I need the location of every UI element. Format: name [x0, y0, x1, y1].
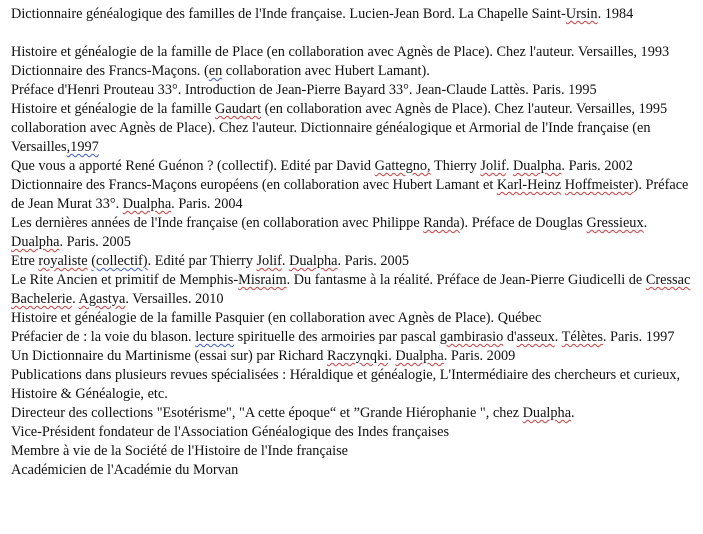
spelling-flagged-word[interactable]: Dualpha	[522, 405, 572, 421]
document-paragraph[interactable]: Le Rite Ancien et primitif de Memphis-Misraim. Du fantasme à la réalité. Préface de Jean-Pierre Giudicelli de Cressac Bachelerie. Agastya. Versailles. 2010	[11, 272, 691, 307]
grammar-flagged-word[interactable]: en	[208, 63, 223, 79]
spelling-flagged-word[interactable]: Karl-Heinz	[496, 177, 562, 193]
document-paragraph[interactable]: Dictionnaire généalogique des familles de l'Inde française. Lucien-Jean Bord. La Chapelle Saint-Ursin. 1984	[11, 6, 634, 22]
spelling-flagged-word[interactable]: Misraim	[238, 272, 287, 288]
document-paragraph[interactable]: Histoire et généalogie de la famille Pasquier (en collaboration avec Agnès de Place). Québec	[11, 310, 542, 326]
document-paragraph[interactable]: Que vous a apporté René Guénon ? (collectif). Edité par David Gattegno, Thierry Jolif. Dualpha. Paris. 2002	[11, 158, 633, 174]
spelling-flagged-word[interactable]: Cressac	[645, 272, 691, 288]
blank-line	[11, 24, 699, 43]
document-paragraph[interactable]: Les dernières années de l'Inde française (en collaboration avec Philippe Randa). Préface de Douglas Gressieux. Dualpha. Paris. 2005	[11, 215, 648, 250]
document-paragraph[interactable]: Dictionnaire des Francs-Maçons européens (en collaboration avec Hubert Lamant et Karl-Heinz Hoffmeister). Préface de Jean Murat 33°. Dualpha. Paris. 2004	[11, 177, 689, 212]
document-paragraph[interactable]: Un Dictionnaire du Martinisme (essai sur) par Richard Raczynqki. Dualpha. Paris. 2009	[11, 348, 516, 364]
spelling-flagged-word[interactable]: Jolif	[256, 253, 282, 269]
spelling-flagged-word[interactable]: Bachelerie	[11, 291, 73, 307]
spelling-flagged-word[interactable]: Dualpha	[395, 348, 444, 364]
document-paragraph[interactable]: Directeur des collections "Esotérisme", "A cette époque“ et ”Grande Hiérophanie ", chez Dualpha.	[11, 405, 575, 421]
spelling-flagged-word[interactable]: Raczynqki	[327, 348, 389, 364]
document-paragraph[interactable]: Dictionnaire des Francs-Maçons. (en collaboration avec Hubert Lamant).	[11, 63, 430, 79]
document-body[interactable]	[11, 5, 699, 480]
spelling-flagged-word[interactable]: Dualpha	[11, 234, 60, 250]
spelling-flagged-word[interactable]: Dualpha	[512, 158, 562, 174]
document-paragraph[interactable]: Membre à vie de la Société de l'Histoire de l'Inde française	[11, 443, 349, 459]
document-paragraph[interactable]: Histoire et généalogie de la famille de Place (en collaboration avec Agnès de Place). Chez l'auteur. Versailles, 1993	[11, 44, 670, 60]
spelling-flagged-word[interactable]: Dualpha	[289, 253, 338, 269]
spelling-flagged-word[interactable]: Gattegno,	[374, 158, 431, 174]
document-paragraph[interactable]: Histoire et généalogie de la famille Gaudart (en collaboration avec Agnès de Place). Chez l'auteur. Versailles, 1995 collaboration avec Agnès de Place). Chez l'auteur. Dictionnaire généalogique et Armorial de l'Inde française (en Versailles,1997	[11, 101, 668, 155]
spelling-flagged-word[interactable]: Agastya	[78, 291, 126, 307]
document-paragraph[interactable]: Etre royaliste (collectif). Edité par Thierry Jolif. Dualpha. Paris. 2005	[11, 253, 409, 269]
spelling-flagged-word[interactable]: Gressieux	[586, 215, 644, 231]
spelling-flagged-word[interactable]: Gaudart	[215, 101, 262, 117]
document-paragraph[interactable]: Préfacier de : la voie du blason. lecture spirituelle des armoiries par pascal gambirasio d'asseux. Télètes. Paris. 1997	[11, 329, 675, 345]
document-paragraph[interactable]: Vice-Président fondateur de l'Association Généalogique des Indes françaises	[11, 424, 450, 440]
spelling-flagged-word[interactable]: Dualpha	[122, 196, 172, 212]
spelling-flagged-word[interactable]: Hoffmeister	[564, 177, 634, 193]
spelling-flagged-word[interactable]: royaliste	[38, 253, 88, 269]
document-paragraph[interactable]: Préface d'Henri Prouteau 33°. Introduction de Jean-Pierre Bayard 33°. Jean-Claude Lattès. Paris. 1995	[11, 82, 597, 98]
spelling-flagged-word[interactable]: gambirasio	[439, 329, 504, 345]
spelling-flagged-word[interactable]: Télètes	[561, 329, 603, 345]
spelling-flagged-word[interactable]: Ursin	[565, 6, 598, 22]
grammar-flagged-word[interactable]: ,1997	[66, 139, 99, 155]
document-paragraph[interactable]: Publications dans plusieurs revues spécialisées : Héraldique et généalogie, L'Intermédiaire des chercheurs et curieux, Histoire & Généalogie, etc.	[11, 367, 681, 402]
spelling-flagged-word[interactable]: Jolif	[480, 158, 506, 174]
grammar-flagged-word[interactable]: lecture	[195, 329, 235, 345]
document-paragraph[interactable]: Académicien de l'Académie du Morvan	[11, 462, 239, 478]
grammar-flagged-word[interactable]: (collectif)	[91, 253, 148, 269]
spelling-flagged-word[interactable]: Randa	[423, 215, 460, 231]
spelling-flagged-word[interactable]: asseux	[516, 329, 555, 345]
